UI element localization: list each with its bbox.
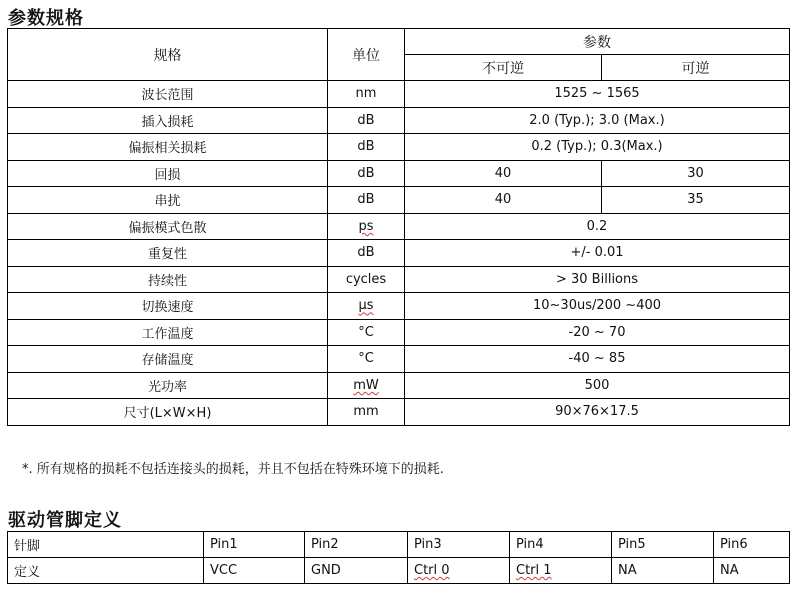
table-row — [8, 266, 790, 293]
pin-header-cell: Pin1 — [204, 532, 305, 558]
spec-unit: dB — [328, 134, 405, 161]
spec-unit — [328, 213, 405, 240]
spec-name: 插入损耗 — [8, 107, 328, 134]
pin-def-cell — [408, 558, 510, 584]
spec-unit — [328, 293, 405, 320]
spec-name: 重复性 — [8, 240, 328, 267]
pin-header-cell: Pin3 — [408, 532, 510, 558]
pin-def-cell: 定义 — [8, 558, 204, 584]
table-row — [8, 187, 790, 214]
pin-header-cell: Pin4 — [510, 532, 612, 558]
spec-header: 规格 — [8, 29, 328, 81]
spec-name: 偏振模式色散 — [8, 213, 328, 240]
pin-def-cell: GND — [305, 558, 408, 584]
spec-name: 持续性 — [8, 266, 328, 293]
spec-unit: dB — [328, 160, 405, 187]
spec-table — [7, 28, 790, 426]
spec-unit: dB — [328, 240, 405, 267]
spec-value: 0.2 — [405, 213, 790, 240]
footnote: *. 所有规格的损耗不包括连接头的损耗，并且不包括在特殊环境下的损耗. — [22, 462, 444, 477]
spec-value-irreversible: 40 — [405, 187, 602, 214]
spec-name: 回损 — [8, 160, 328, 187]
spec-value: +/- 0.01 — [405, 240, 790, 267]
spec-name: 切换速度 — [8, 293, 328, 320]
spec-value: 0.2 (Typ.); 0.3(Max.) — [405, 134, 790, 161]
table-row — [8, 293, 790, 320]
spec-value: 90×76×17.5 — [405, 399, 790, 426]
table-row — [8, 81, 790, 108]
pin-def-text: Ctrl 1 — [516, 563, 552, 578]
spec-name: 串扰 — [8, 187, 328, 214]
spec-unit-text: mW — [353, 377, 379, 393]
spec-unit: dB — [328, 107, 405, 134]
pin-def-row — [8, 558, 790, 584]
table-row — [8, 399, 790, 426]
pin-def-cell — [510, 558, 612, 584]
table-row — [8, 160, 790, 187]
spec-unit: cycles — [328, 266, 405, 293]
spec-value: -40 ~ 85 — [405, 346, 790, 373]
spec-unit: mm — [328, 399, 405, 426]
spec-unit — [328, 372, 405, 399]
table-row — [8, 319, 790, 346]
pin-table — [7, 531, 790, 584]
spec-name: 尺寸(L×W×H) — [8, 399, 328, 426]
pin-def-cell: NA — [714, 558, 790, 584]
pin-def-text: Ctrl 0 — [414, 563, 450, 578]
pin-header-cell: Pin6 — [714, 532, 790, 558]
reversible-header: 可逆 — [602, 55, 790, 81]
spec-unit-text: μs — [358, 298, 374, 314]
table-row — [8, 346, 790, 373]
irreversible-header: 不可逆 — [405, 55, 602, 81]
spec-value: 500 — [405, 372, 790, 399]
pin-def-cell: NA — [612, 558, 714, 584]
spec-name: 偏振相关损耗 — [8, 134, 328, 161]
spec-name: 存储温度 — [8, 346, 328, 373]
spec-value: 10~30us/200 ~400 — [405, 293, 790, 320]
spec-value: 1525 ~ 1565 — [405, 81, 790, 108]
pin-header-cell: 针脚 — [8, 532, 204, 558]
table-row — [8, 240, 790, 267]
spec-unit: °C — [328, 319, 405, 346]
pin-header-cell: Pin2 — [305, 532, 408, 558]
spec-value-reversible: 35 — [602, 187, 790, 214]
spec-unit: dB — [328, 187, 405, 214]
pin-section-title: 驱动管脚定义 — [8, 510, 122, 531]
spec-name: 波长范围 — [8, 81, 328, 108]
spec-section-title: 参数规格 — [8, 8, 84, 29]
pin-header-row — [8, 532, 790, 558]
spec-value: 2.0 (Typ.); 3.0 (Max.) — [405, 107, 790, 134]
spec-unit: nm — [328, 81, 405, 108]
table-row — [8, 213, 790, 240]
unit-header: 单位 — [328, 29, 405, 81]
table-row — [8, 107, 790, 134]
spec-value: -20 ~ 70 — [405, 319, 790, 346]
spec-value-reversible: 30 — [602, 160, 790, 187]
table-row — [8, 134, 790, 161]
pin-header-cell: Pin5 — [612, 532, 714, 558]
pin-def-cell: VCC — [204, 558, 305, 584]
spec-name: 工作温度 — [8, 319, 328, 346]
spec-value: > 30 Billions — [405, 266, 790, 293]
params-header: 参数 — [405, 29, 790, 55]
spec-unit: °C — [328, 346, 405, 373]
spec-value-irreversible: 40 — [405, 160, 602, 187]
spec-unit-text: ps — [358, 218, 374, 234]
spec-name: 光功率 — [8, 372, 328, 399]
table-row — [8, 372, 790, 399]
